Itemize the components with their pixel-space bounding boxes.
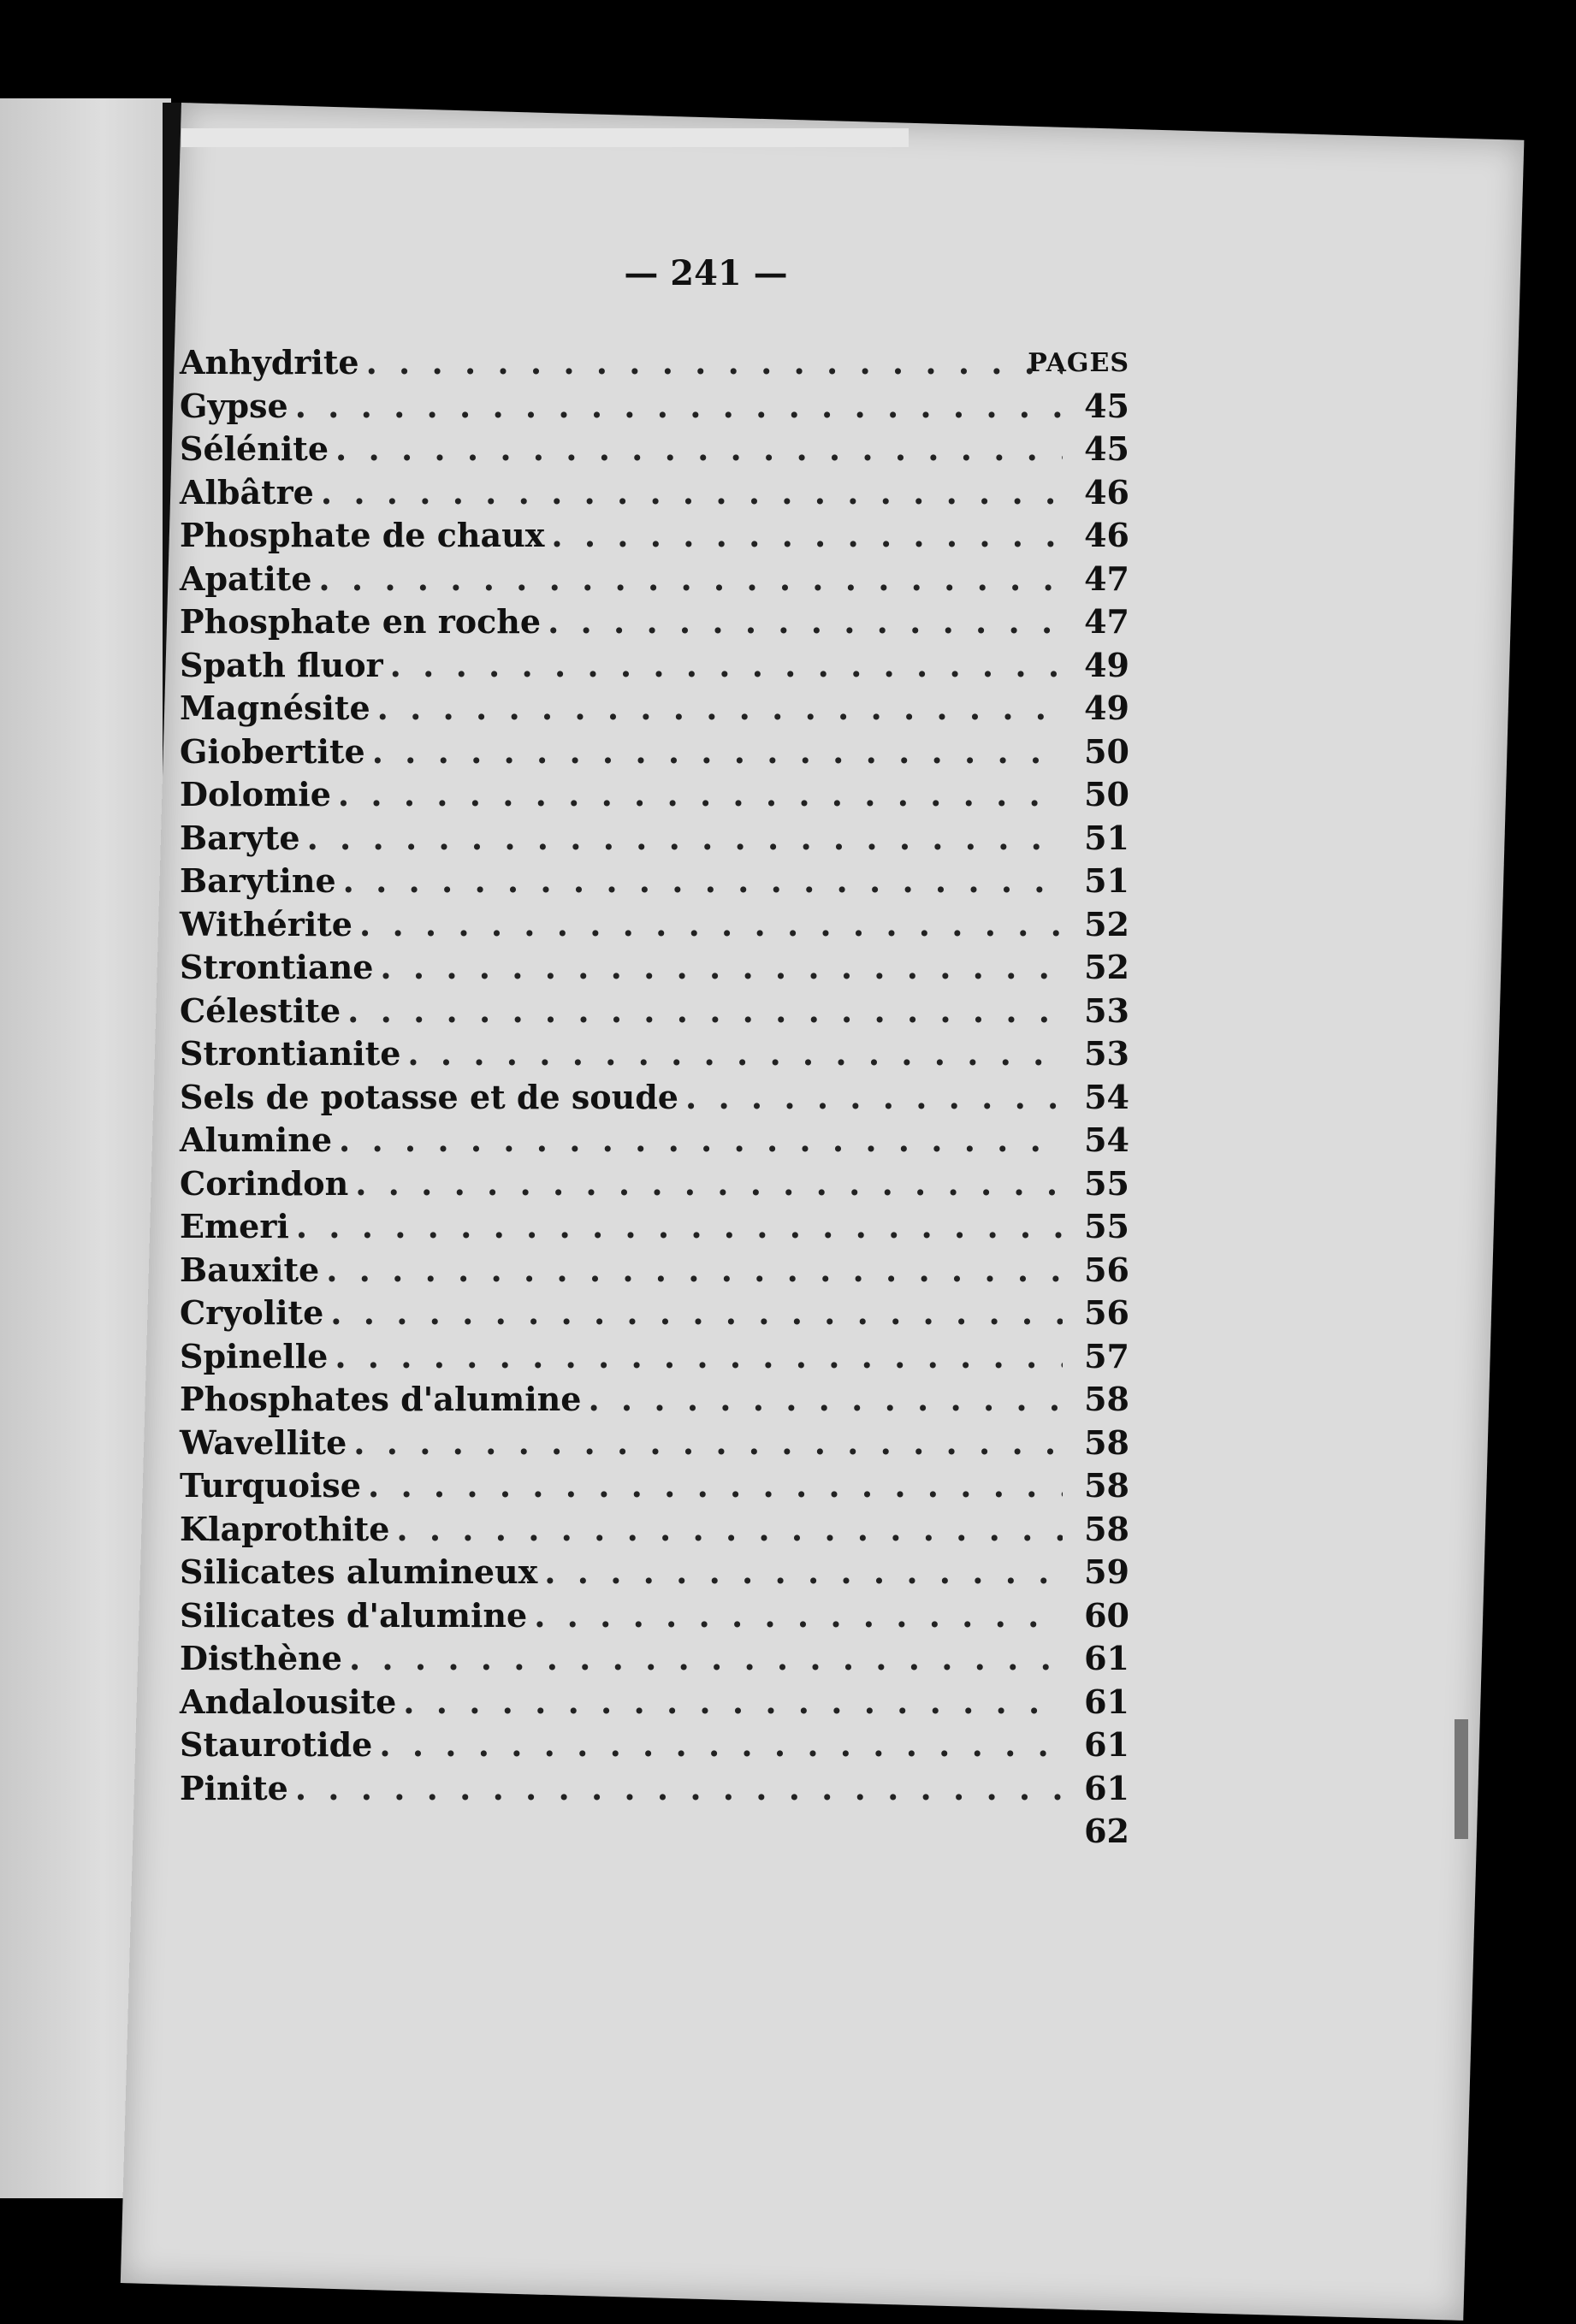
toc-entry-page: 45 bbox=[1084, 429, 1129, 468]
dot-leader bbox=[403, 1681, 1063, 1724]
dot-leader bbox=[355, 1162, 1063, 1206]
toc-entry-page: 58 bbox=[1084, 1509, 1129, 1548]
toc-entry-page: 57 bbox=[1084, 1336, 1129, 1375]
page-top-strip bbox=[181, 128, 909, 147]
toc-entry-title: Silicates alumineux bbox=[180, 1552, 538, 1591]
toc-list bbox=[180, 341, 1129, 1810]
toc-entry-title: Silicates d'alumine bbox=[180, 1595, 528, 1635]
toc-entry-page: 47 bbox=[1084, 602, 1129, 641]
toc-entry-title: Spinelle bbox=[180, 1336, 329, 1375]
toc-entry bbox=[180, 1422, 1129, 1465]
dot-leader bbox=[335, 428, 1063, 471]
dot-leader bbox=[318, 558, 1063, 601]
toc-entry-title: Albâtre bbox=[180, 472, 314, 512]
toc-entry-title: Emeri bbox=[180, 1207, 289, 1245]
toc-entry bbox=[180, 860, 1129, 903]
dot-leader bbox=[347, 990, 1063, 1033]
toc-entry bbox=[180, 1724, 1129, 1767]
toc-entry-title: Phosphates d'alumine bbox=[180, 1380, 582, 1418]
dot-leader bbox=[326, 1249, 1063, 1292]
dot-leader bbox=[379, 1724, 1063, 1767]
toc-entry bbox=[180, 385, 1129, 429]
toc-entry-title: Baryte bbox=[180, 818, 300, 857]
toc-entry-page: 53 bbox=[1084, 991, 1129, 1030]
toc-entry-title: Wavellite bbox=[180, 1422, 347, 1462]
dot-leader bbox=[296, 1205, 1063, 1249]
toc-entry-title: Strontiane bbox=[180, 948, 374, 986]
toc-entry-title: Barytine bbox=[180, 861, 336, 900]
toc-entry bbox=[180, 644, 1129, 688]
dot-leader bbox=[295, 1767, 1063, 1811]
toc-entry bbox=[180, 1076, 1129, 1120]
toc-entry bbox=[180, 1249, 1129, 1292]
dot-leader bbox=[544, 1551, 1063, 1594]
toc-entry-title: Anhydrite bbox=[180, 343, 359, 381]
toc-entry-title: Withérite bbox=[180, 904, 353, 943]
toc-entry-page: 54 bbox=[1084, 1121, 1129, 1159]
toc-entry-title: Sels de potasse et de soude bbox=[180, 1077, 678, 1116]
table-of-contents bbox=[180, 248, 1129, 1853]
dot-leader bbox=[343, 860, 1063, 903]
toc-entry bbox=[180, 514, 1129, 558]
toc-entry bbox=[180, 471, 1129, 515]
dot-leader bbox=[353, 1422, 1063, 1465]
toc-entry-page: 61 bbox=[1084, 1768, 1129, 1807]
toc-entry-page: 51 bbox=[1084, 861, 1129, 900]
toc-entry-page: 52 bbox=[1084, 904, 1129, 943]
toc-entry-page: 49 bbox=[1084, 689, 1129, 727]
toc-entry-page: 58 bbox=[1084, 1466, 1129, 1505]
toc-entry-title: Célestite bbox=[180, 991, 341, 1030]
dot-leader bbox=[380, 946, 1063, 990]
toc-entry-title: Apatite bbox=[180, 559, 312, 598]
toc-entry-title: Alumine bbox=[180, 1121, 332, 1159]
toc-entry-title: Disthène bbox=[180, 1639, 342, 1677]
dot-leader bbox=[295, 385, 1063, 429]
page-number: — 241 — bbox=[624, 253, 788, 293]
toc-entry-title: Bauxite bbox=[180, 1250, 320, 1289]
toc-entry bbox=[180, 903, 1129, 947]
dot-leader bbox=[330, 1292, 1063, 1335]
dot-leader bbox=[366, 341, 1063, 385]
dot-leader bbox=[372, 730, 1063, 774]
dot-leader bbox=[396, 1508, 1063, 1552]
toc-entry bbox=[180, 687, 1129, 730]
toc-entry bbox=[180, 1032, 1129, 1076]
toc-entry-page: 49 bbox=[1084, 645, 1129, 684]
pages-column-label: PAGES bbox=[1028, 348, 1129, 378]
toc-entry-title: Gypse bbox=[180, 386, 288, 425]
toc-entry bbox=[180, 817, 1129, 860]
trailing-page-number: 62 bbox=[1084, 1812, 1129, 1850]
toc-entry-title: Turquoise bbox=[180, 1466, 361, 1505]
toc-entry bbox=[180, 600, 1129, 644]
dot-leader bbox=[307, 817, 1063, 860]
toc-entry-title: Sélénite bbox=[180, 429, 329, 468]
toc-entry-title: Corindon bbox=[180, 1163, 349, 1203]
toc-entry bbox=[180, 1378, 1129, 1422]
toc-entry bbox=[180, 1508, 1129, 1552]
toc-entry bbox=[180, 946, 1129, 990]
toc-entry-page: 56 bbox=[1084, 1250, 1129, 1289]
toc-entry bbox=[180, 990, 1129, 1033]
dot-leader bbox=[390, 644, 1063, 688]
toc-entry-page: 47 bbox=[1084, 559, 1129, 598]
toc-entry-title: Dolomie bbox=[180, 775, 331, 813]
toc-entry-page: 51 bbox=[1084, 818, 1129, 857]
toc-entry-page: 58 bbox=[1084, 1380, 1129, 1418]
toc-entry-page: 61 bbox=[1084, 1639, 1129, 1677]
toc-entry-page: 59 bbox=[1084, 1552, 1129, 1591]
dot-leader bbox=[685, 1076, 1063, 1120]
toc-entry-page: 46 bbox=[1084, 472, 1129, 512]
dot-leader bbox=[321, 471, 1063, 515]
toc-entry bbox=[180, 1681, 1129, 1724]
toc-entry-page: 46 bbox=[1084, 516, 1129, 554]
toc-entry bbox=[180, 428, 1129, 471]
dot-leader bbox=[339, 1119, 1063, 1162]
toc-entry-title: Giobertite bbox=[180, 731, 365, 771]
dot-leader bbox=[338, 773, 1063, 817]
dot-leader bbox=[534, 1594, 1063, 1638]
toc-entry-page: 58 bbox=[1084, 1422, 1129, 1462]
toc-entry bbox=[180, 773, 1129, 817]
toc-entry bbox=[180, 1205, 1129, 1249]
dot-leader bbox=[377, 687, 1063, 730]
dot-leader bbox=[548, 600, 1063, 644]
toc-entry-page: 52 bbox=[1084, 948, 1129, 986]
toc-entry-page: 56 bbox=[1084, 1293, 1129, 1332]
toc-entry bbox=[180, 1594, 1129, 1638]
toc-entry-page: 53 bbox=[1084, 1034, 1129, 1073]
dot-leader bbox=[335, 1335, 1063, 1379]
toc-entry-title: Strontianite bbox=[180, 1034, 401, 1073]
toc-entry-page: 61 bbox=[1084, 1682, 1129, 1721]
toc-entry-title: Magnésite bbox=[180, 689, 370, 727]
dot-leader bbox=[349, 1637, 1063, 1681]
toc-entry bbox=[180, 730, 1129, 774]
toc-entry-title: Staurotide bbox=[180, 1725, 373, 1764]
dot-leader bbox=[359, 903, 1063, 947]
dot-leader bbox=[407, 1032, 1063, 1076]
toc-entry-page: 60 bbox=[1084, 1595, 1129, 1635]
toc-entry-page: 61 bbox=[1084, 1725, 1129, 1764]
toc-entry bbox=[180, 341, 1129, 385]
dot-leader bbox=[551, 514, 1063, 558]
toc-entry-title: Phosphate en roche bbox=[180, 602, 542, 641]
toc-entry bbox=[180, 1464, 1129, 1508]
toc-entry-title: Andalousite bbox=[180, 1682, 397, 1721]
toc-entry-title: Spath fluor bbox=[180, 645, 383, 684]
toc-entry-title: Pinite bbox=[180, 1768, 288, 1807]
toc-entry-page: 55 bbox=[1084, 1207, 1129, 1245]
toc-entry bbox=[180, 1637, 1129, 1681]
toc-entry bbox=[180, 1119, 1129, 1162]
toc-entry bbox=[180, 1335, 1129, 1379]
toc-entry-page: 55 bbox=[1084, 1163, 1129, 1203]
toc-entry bbox=[180, 558, 1129, 601]
toc-entry-page: 45 bbox=[1084, 386, 1129, 425]
toc-entry-page: 50 bbox=[1084, 731, 1129, 771]
dot-leader bbox=[588, 1378, 1063, 1422]
toc-entry-page: 50 bbox=[1084, 775, 1129, 813]
toc-entry bbox=[180, 1292, 1129, 1335]
toc-entry bbox=[180, 1767, 1129, 1811]
toc-entry bbox=[180, 1551, 1129, 1594]
toc-entry-title: Phosphate de chaux bbox=[180, 516, 545, 554]
toc-entry-page: 54 bbox=[1084, 1077, 1129, 1116]
toc-entry-title: Klaprothite bbox=[180, 1509, 390, 1548]
toc-entry-title: Cryolite bbox=[180, 1293, 324, 1332]
dot-leader bbox=[368, 1464, 1063, 1508]
page-edge-mark bbox=[1455, 1719, 1468, 1839]
toc-entry bbox=[180, 1162, 1129, 1206]
